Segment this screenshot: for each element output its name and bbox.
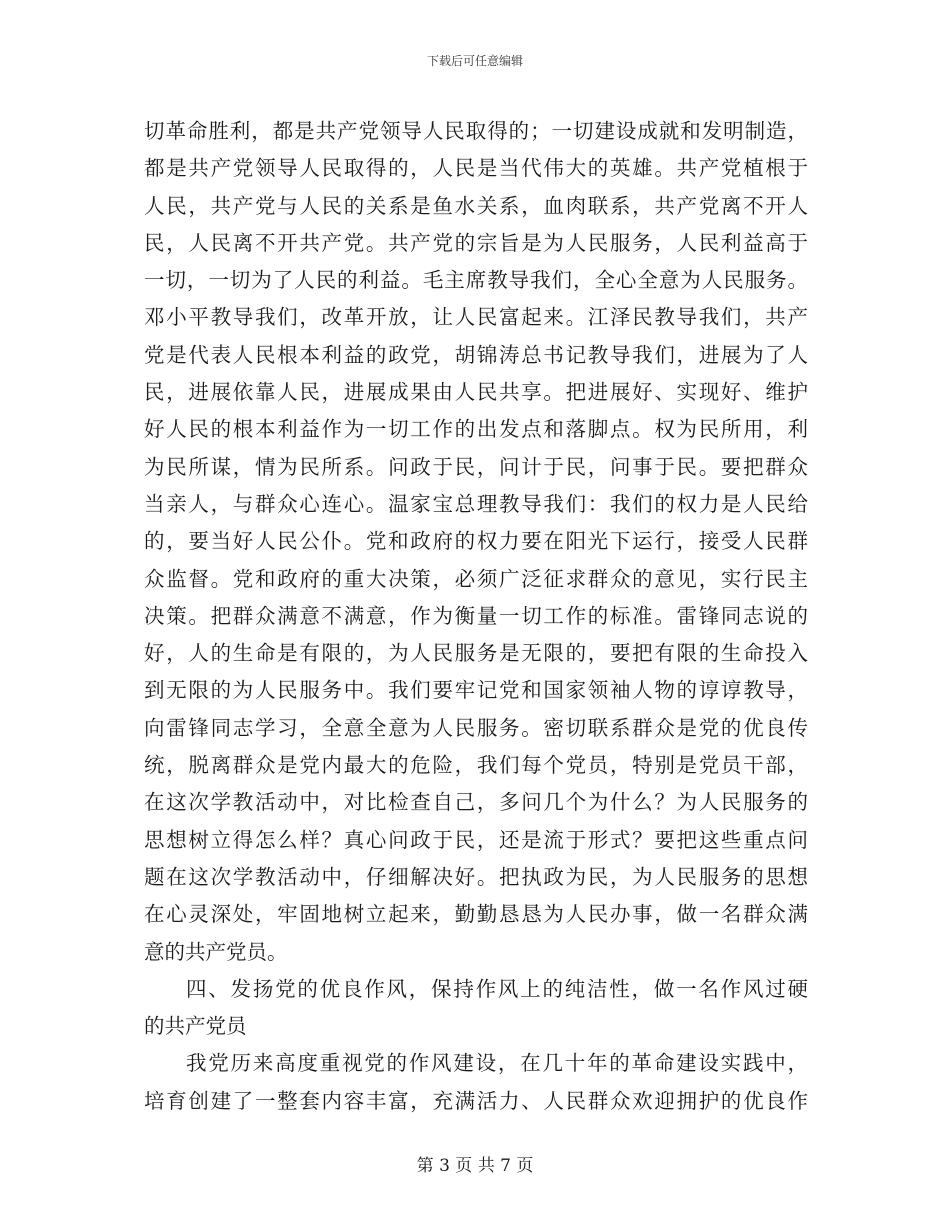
- text-line: 众监督。党和政府的重大决策，必须广泛征求群众的意见，实行民主: [144, 566, 808, 591]
- text-line: 切革命胜利，都是共产党领导人民取得的；一切建设成就和发明制造，: [144, 119, 808, 143]
- heading-line: 四、发扬党的优良作风，保持作风上的纯洁性，做一名作风过硬: [186, 976, 808, 1001]
- paragraph-party-style: [144, 1045, 808, 1120]
- text-line: 一切，一切为了人民的利益。毛主席教导我们，全心全意为人民服务。: [144, 268, 808, 293]
- text-line: 邓小平教导我们，改革开放，让人民富起来。江泽民教导我们，共产: [144, 305, 808, 330]
- text-line: 人民，共产党与人民的关系是鱼水关系，血肉联系，共产党离不开人: [144, 193, 808, 218]
- text-line: 当亲人，与群众心连心。温家宝总理教导我们：我们的权力是人民给: [144, 491, 808, 516]
- text-line: 题在这次学教活动中，仔细解决好。把执政为民，为人民服务的思想: [144, 864, 808, 889]
- text-line: 为民所谋，情为民所系。问政于民，问计于民，问事于民。要把群众: [144, 454, 808, 479]
- heading-line: 的共产党员: [144, 1014, 247, 1039]
- text-line: 在这次学教活动中，对比检查自己，多问几个为什么？为人民服务的: [144, 790, 808, 815]
- text-line: 培育创建了一整套内容丰富，充满活力、人民群众欢迎拥护的优良作: [144, 1088, 808, 1113]
- section-heading-four: [144, 971, 808, 1046]
- paragraph-serve-people: [144, 113, 808, 971]
- text-line: 统，脱离群众是党内最大的危险，我们每个党员，特别是党员干部，: [144, 753, 808, 778]
- text-line: 向雷锋同志学习，全意全意为人民服务。密切联系群众是党的优良传: [144, 715, 808, 740]
- text-line: 民，进展依靠人民，进展成果由人民共享。把进展好、实现好、维护: [144, 380, 808, 405]
- text-line: 都是共产党领导人民取得的，人民是当代伟大的英雄。共产党植根于: [144, 156, 808, 181]
- text-line: 的，要当好人民公仆。党和政府的权力要在阳光下运行，接受人民群: [144, 529, 808, 554]
- page-number: 第 3 页 共 7 页: [416, 1156, 534, 1176]
- text-line: 思想树立得怎么样？真心问政于民，还是流于形式？要把这些重点问: [144, 827, 808, 852]
- text-line: 好人民的根本利益作为一切工作的出发点和落脚点。权为民所用，利: [144, 417, 808, 442]
- text-line: 好，人的生命是有限的，为人民服务是无限的，要把有限的生命投入: [144, 641, 808, 666]
- text-line: 决策。把群众满意不满意，作为衡量一切工作的标准。雷锋同志说的: [144, 603, 808, 628]
- text-line: 党是代表人民根本利益的政党，胡锦涛总书记教导我们，进展为了人: [144, 342, 808, 367]
- text-line: 在心灵深处，牢固地树立起来，勤勤恳恳为人民办事，做一名群众满: [144, 902, 808, 927]
- document-body: [144, 113, 808, 1120]
- text-line: 我党历来高度重视党的作风建设，在几十年的革命建设实践中，: [186, 1051, 808, 1076]
- text-line: 到无限的为人民服务中。我们要牢记党和国家领袖人物的谆谆教导，: [144, 678, 808, 703]
- text-line: 意的共产党员。: [144, 939, 288, 964]
- page-header-note: 下载后可任意编辑: [426, 54, 523, 68]
- text-line: 民，人民离不开共产党。共产党的宗旨是为人民服务，人民利益高于: [144, 230, 808, 255]
